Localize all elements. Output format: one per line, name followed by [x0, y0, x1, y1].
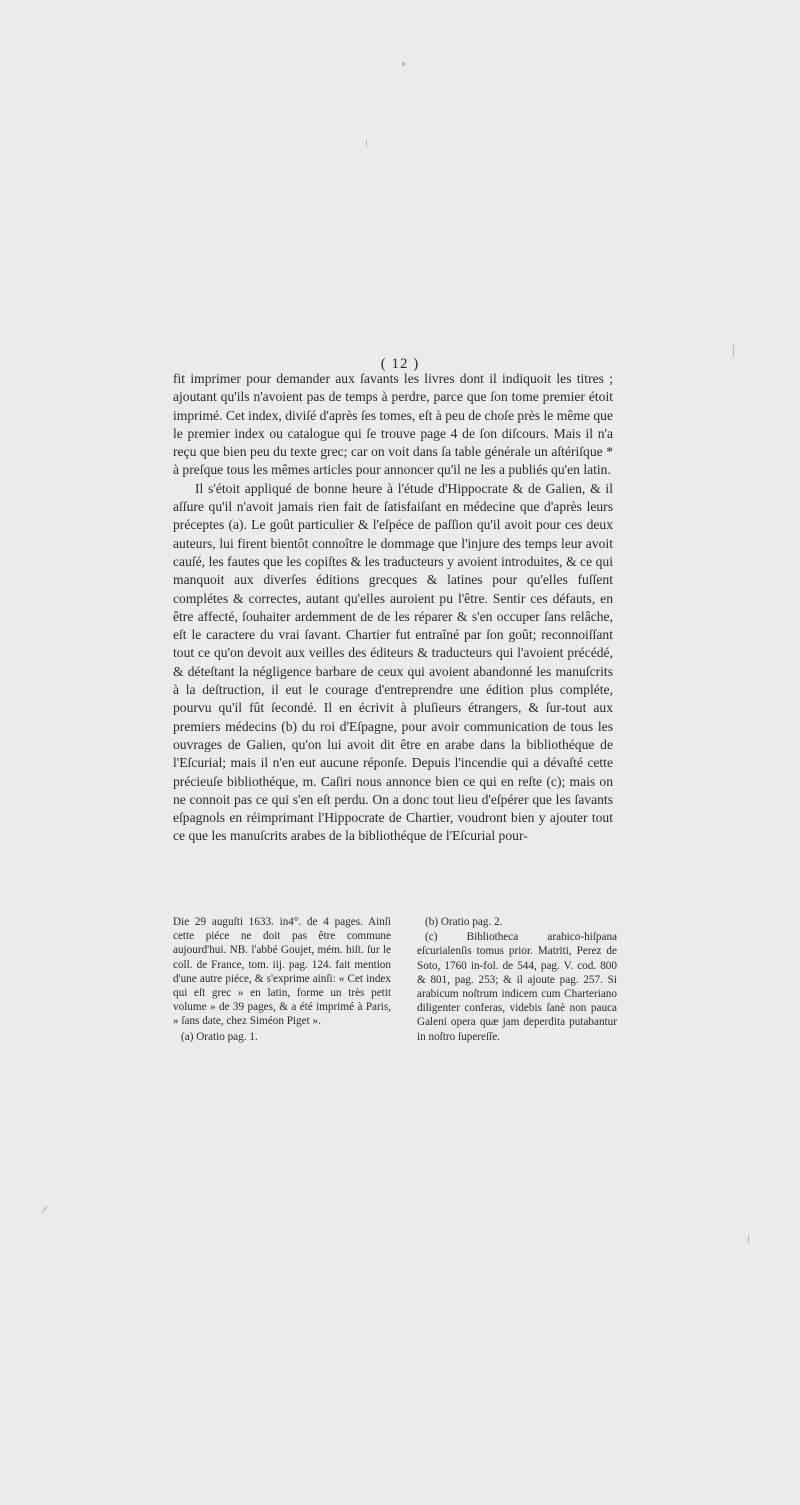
paper-speck [733, 345, 734, 357]
footnote-b: (b) Oratio pag. 2. [425, 916, 503, 928]
page-number: ( 12 ) [380, 356, 420, 372]
footnote-continued: Die 29 auguſti 1633. in4°. de 4 pages. Ainſi cette piéce ne doit pas être commune aujourd'hui. NB. l'abbé Goujet, mém. hiſt. ſur le coll. de France, tom. iij. pag. 124. fait mention d'une autre piéce, & s'exprime ainſi: « Cet index qui eſt grec » en latin, forme un très petit volume » de 39 pages, & a été imprimé à Paris, » ſans date, chez Siméon Piget ». [173, 916, 391, 1028]
paragraph-continued: fit imprimer pour demander aux ſavants les livres dont il indiquoit les titres ; ajoutant qu'ils n'avoient pas de temps à perdre, parce que ſon tome premier étoit imprimé. Cet index, diviſé d'après ſes tomes, eſt à peu de choſe près le même que le premier index ou catalogue qui ſe trouve page 4 de ſon diſcours. Mais il n'a reçu que bien peu du texte grec; car on voit dans ſa table générale un aſtériſque * à preſque tous les mêmes articles pour annoncer qu'il ne les a publiés qu'en latin. [173, 371, 613, 478]
footnote-a: (a) Oratio pag. 1. [181, 1030, 258, 1043]
paper-speck [402, 62, 405, 66]
main-text [173, 370, 613, 846]
paragraph: Il s'étoit appliqué de bonne heure à l'étude d'Hippocrate & de Galien, & il aſſure qu'il n'avoit jamais rien fait de ſatisfaiſant en médecine que d'après leurs préceptes (a). Le goût particulier & l'eſpéce de paſſion qu'il avoit pour ces deux auteurs, lui firent bientôt connoître le dommage que l'injure des temps leur avoit cauſé, les fautes que les copiſtes & les traducteurs y avoient introduites, & ce qui manquoit aux diverſes éditions grecques & latines pour qu'elles fuſſent complétes & correctes, autant qu'elles auroient pu l'être. Sentir ces défauts, en être affecté, ſouhaiter ardemment de de les réparer & s'en occuper ſans relâche, eſt le caractere du vrai ſavant. Chartier fut entraîné par ſon goût; reconnoiſſant tout ce qu'on devoit aux veilles des éditeurs & traducteurs qui l'avoient précédé, & déteſtant la négligence barbare de ceux qui avoient abandonné les manuſcrits à la deſtruction, il eut le courage d'entreprendre une édition plus compléte, pourvu qu'il fût ſecondé. Il en écrivit à pluſieurs étrangers, & ſur-tout aux premiers médecins (b) du roi d'Eſpagne, pour avoir communication de tous les ouvrages de Galien, qu'on lui avoit dit être en arabe dans la bibliothéque de l'Eſcurial; mais il n'en eut aucune réponſe. Depuis l'incendie qui a dévaſté cette précieuſe bibliothéque, m. Caſiri nous annonce bien ce qui en reſte (c); mais on ne connoit pas ce qui s'en eſt perdu. On a donc tout lieu d'eſpérer que les ſavants eſpagnols en réimprimant l'Hippocrate de Chartier, voudront bien y ajouter tout ce que les manuſcrits arabes de la bibliothéque de l'Eſcurial pour- [173, 480, 613, 844]
paper-speck [42, 1206, 48, 1214]
footnotes-right-column [417, 915, 617, 1045]
footnotes-left-column [173, 915, 391, 1045]
footnote-c: (c) Bibliotheca arabico-hiſpana eſcurialenſis tomus prior. Matriti, Perez de Soto, 1760 in-fol. de 544, pag. V. cod. 800 & 801, pag. 253; & il ajoute pag. 257. Si arabicum noſtrum indicem cum Charteriano diligenter conferas, videbis ſanè non pauca Galeni opera quæ jam deperdita putabantur in noſtro ſupereſſe. [417, 931, 617, 1043]
paper-speck [748, 1235, 749, 1243]
paper-speck [366, 140, 367, 147]
